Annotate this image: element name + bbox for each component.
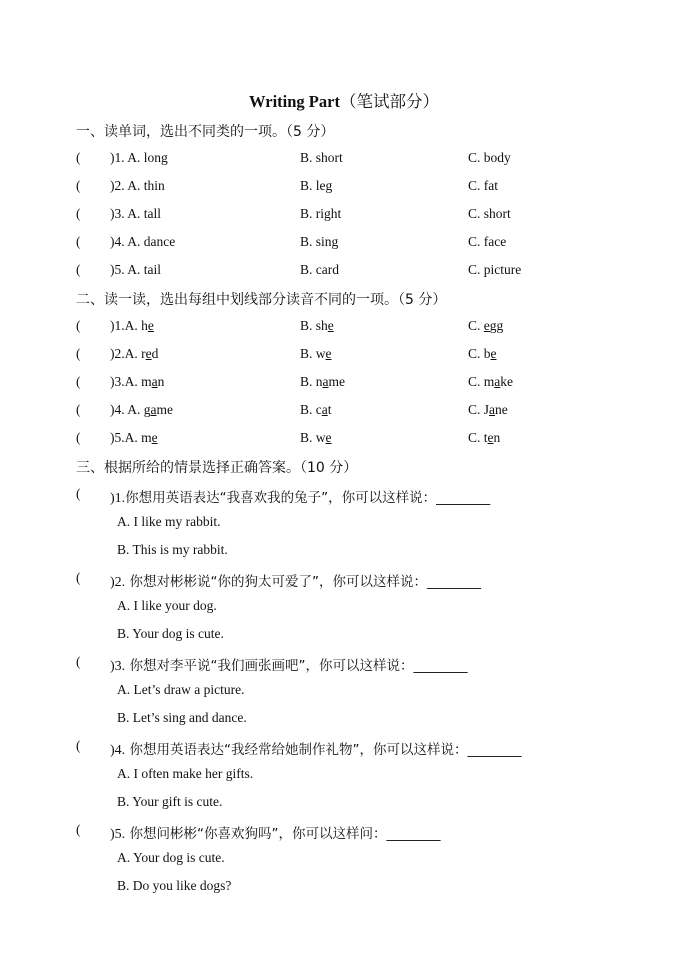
s3-question-1: [0, 486, 688, 506]
option-b-pre: B. sh: [300, 318, 328, 333]
question-prompt: 你想对李平说“我们画张画吧”，你可以这样说：________: [125, 658, 468, 674]
question-number: )4.: [110, 743, 126, 758]
answer-paren[interactable]: (: [76, 486, 81, 501]
option-b-underlined: a: [321, 402, 328, 417]
option-c: C. fat: [468, 178, 498, 193]
section2-heading: 二、读一读，选出每组中划线部分读音不同的一项。（5 分）: [76, 292, 447, 308]
question-prompt: 你想用英语表达“我经常给她制作礼物”，你可以这样说：________: [125, 742, 522, 758]
answer-paren[interactable]: (: [76, 318, 81, 333]
option-c-pre: C. b: [468, 346, 491, 361]
option-a-underlined: a: [151, 374, 158, 389]
option-c-post: ne: [495, 402, 508, 417]
option-a-pre: )2.A. r: [110, 346, 146, 361]
option-a-underlined: a: [150, 402, 157, 417]
option-b: [300, 318, 334, 334]
option-c: C. body: [468, 150, 511, 165]
answer-paren[interactable]: (: [76, 430, 81, 445]
s3-q5-choice-a: [0, 850, 688, 870]
question-prompt: 你想用英语表达“我喜欢我的兔子”，你可以这样说：________: [125, 490, 491, 506]
option-c: [468, 346, 497, 362]
option-b: B. sing: [300, 234, 339, 249]
question-text: [110, 654, 467, 675]
s3-q3-choice-b: [0, 710, 688, 730]
option-c: C. face: [468, 234, 507, 249]
s3-q1-choice-a: [0, 514, 688, 534]
question-prompt: 你想对彬彬说“你的狗太可爱了”，你可以这样说：________: [125, 574, 481, 590]
option-c-pre: C. t: [468, 430, 488, 445]
option-c-underlined: e: [483, 318, 490, 333]
section1-heading: 一、读单词，选出不同类的一项。（5 分）: [76, 124, 335, 140]
option-b-post: t: [327, 402, 332, 417]
choice-a: A. Your dog is cute.: [117, 850, 225, 865]
option-b-underlined: e: [325, 430, 332, 445]
option-a-pre: )5.A. m: [110, 430, 152, 445]
option-b: B. short: [300, 150, 343, 165]
option-a: [110, 402, 173, 418]
option-c: [468, 430, 500, 446]
option-b-post: me: [328, 374, 346, 389]
option-a: )2. A. thin: [110, 178, 165, 193]
option-a: )3. A. tall: [110, 206, 161, 221]
s1-row-2: [0, 178, 688, 198]
option-b-pre: B. c: [300, 402, 322, 417]
answer-paren[interactable]: (: [76, 262, 81, 277]
section3-heading: 三、根据所给的情景选择正确答案。（10 分）: [76, 460, 358, 476]
option-c-underlined: a: [494, 374, 501, 389]
answer-paren[interactable]: (: [76, 374, 81, 389]
option-a: [110, 318, 154, 334]
option-c: [468, 318, 503, 334]
s3-q1-choice-b: [0, 542, 688, 562]
option-b: [300, 430, 332, 446]
choice-b: B. This is my rabbit.: [117, 542, 228, 557]
question-text: [110, 570, 481, 591]
choice-a: A. I like your dog.: [117, 598, 217, 613]
option-a: )4. A. dance: [110, 234, 176, 249]
option-a-pre: )3.A. m: [110, 374, 152, 389]
choice-b: B. Let’s sing and dance.: [117, 710, 247, 725]
question-text: [110, 738, 521, 759]
option-b-pre: B. n: [300, 374, 323, 389]
option-a: [110, 346, 158, 362]
option-a: )1. A. long: [110, 150, 168, 165]
question-number: )5.: [110, 827, 126, 842]
choice-a: A. Let’s draw a picture.: [117, 682, 245, 697]
option-a-pre: )4. A. g: [110, 402, 151, 417]
title-suffix: （笔试部分）: [339, 92, 439, 111]
question-text: [110, 822, 440, 843]
s2-row-1: [0, 318, 688, 338]
option-b: B. card: [300, 262, 339, 277]
answer-paren[interactable]: (: [76, 570, 81, 585]
answer-paren[interactable]: (: [76, 822, 81, 837]
option-a-post: d: [151, 346, 159, 361]
s3-question-5: [0, 822, 688, 842]
s2-row-3: [0, 374, 688, 394]
page-title: [0, 88, 688, 112]
option-c-underlined: e: [490, 346, 497, 361]
s3-q4-choice-b: [0, 794, 688, 814]
choice-b: B. Your gift is cute.: [117, 794, 223, 809]
choice-a: A. I like my rabbit.: [117, 514, 221, 529]
option-a-underlined: e: [147, 318, 154, 333]
option-b-pre: B. w: [300, 346, 326, 361]
option-a-underlined: e: [151, 430, 158, 445]
s1-row-5: [0, 262, 688, 282]
option-b: B. right: [300, 206, 342, 221]
option-b-pre: B. w: [300, 430, 326, 445]
option-c-underlined: a: [489, 402, 496, 417]
option-c-pre: C. J: [468, 402, 490, 417]
option-b: B. leg: [300, 178, 333, 193]
answer-paren[interactable]: (: [76, 654, 81, 669]
option-b-underlined: e: [325, 346, 332, 361]
option-c-pre: C.: [468, 318, 484, 333]
s3-q5-choice-b: [0, 878, 688, 898]
s2-row-5: [0, 430, 688, 450]
option-a: [110, 374, 164, 390]
answer-paren[interactable]: (: [76, 402, 81, 417]
option-a: [110, 430, 158, 446]
answer-paren[interactable]: (: [76, 150, 81, 165]
choice-b: B. Do you like dogs?: [117, 878, 232, 893]
option-c-post: ke: [500, 374, 514, 389]
option-c: [468, 402, 508, 418]
s3-q2-choice-b: [0, 626, 688, 646]
option-c: C. short: [468, 206, 511, 221]
s3-question-3: [0, 654, 688, 674]
answer-paren[interactable]: (: [76, 178, 81, 193]
option-c: [468, 374, 513, 390]
choice-a: A. I often make her gifts.: [117, 766, 254, 781]
s1-row-1: [0, 150, 688, 170]
answer-paren[interactable]: (: [76, 206, 81, 221]
option-b-underlined: a: [322, 374, 329, 389]
question-number: )1.: [110, 491, 126, 506]
option-c-underlined: e: [487, 430, 494, 445]
s3-q4-choice-a: [0, 766, 688, 786]
answer-paren[interactable]: (: [76, 738, 81, 753]
title-bold: Writing Part: [249, 92, 340, 111]
s1-row-4: [0, 234, 688, 254]
s2-row-4: [0, 402, 688, 422]
s3-question-2: [0, 570, 688, 590]
option-b: [300, 402, 332, 418]
option-c-post: gg: [489, 318, 504, 333]
question-text: [110, 486, 490, 507]
option-a-post: me: [156, 402, 173, 417]
option-c: C. picture: [468, 262, 522, 277]
answer-paren[interactable]: (: [76, 234, 81, 249]
question-prompt: 你想问彬彬“你喜欢狗吗”，你可以这样问：________: [125, 826, 441, 842]
option-a-post: n: [157, 374, 165, 389]
s1-row-3: [0, 206, 688, 226]
option-a: )5. A. tail: [110, 262, 161, 277]
option-a-pre: )1.A. h: [110, 318, 148, 333]
option-c-pre: C. m: [468, 374, 495, 389]
question-number: )2.: [110, 575, 126, 590]
choice-b: B. Your dog is cute.: [117, 626, 224, 641]
option-c-post: n: [493, 430, 501, 445]
s3-q2-choice-a: [0, 598, 688, 618]
s2-row-2: [0, 346, 688, 366]
s3-q3-choice-a: [0, 682, 688, 702]
option-b: [300, 374, 345, 390]
option-b: [300, 346, 332, 362]
question-number: )3.: [110, 659, 126, 674]
option-b-underlined: e: [327, 318, 334, 333]
s3-question-4: [0, 738, 688, 758]
option-a-underlined: e: [145, 346, 152, 361]
answer-paren[interactable]: (: [76, 346, 81, 361]
